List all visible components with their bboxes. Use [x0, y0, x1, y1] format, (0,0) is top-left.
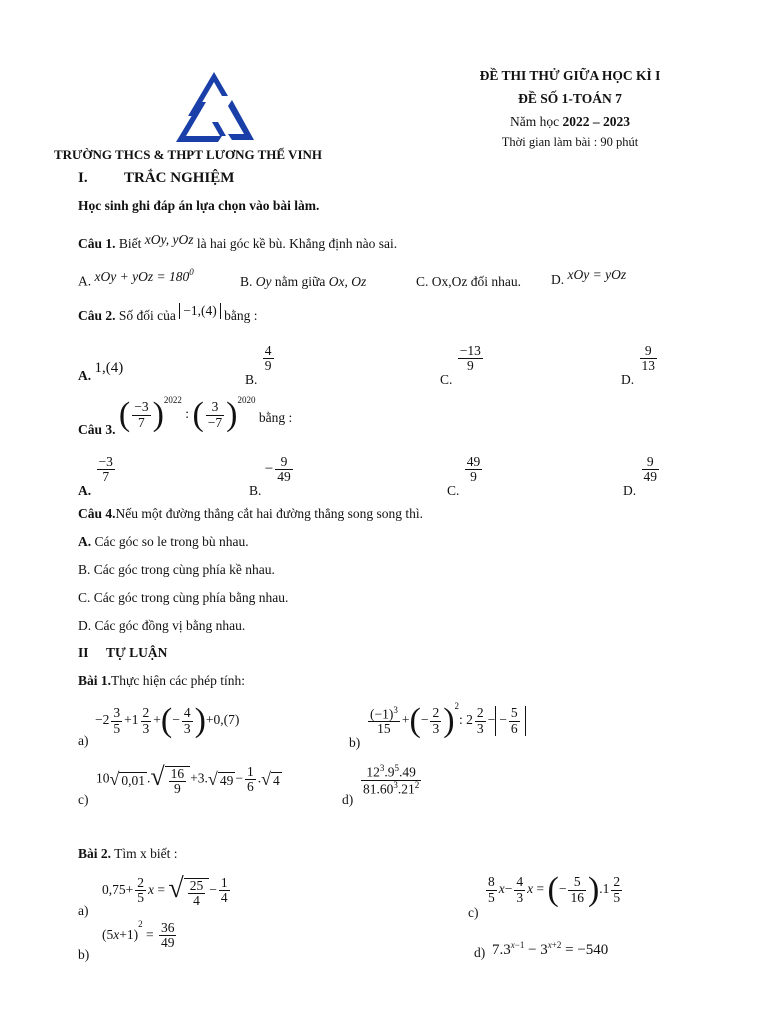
- q1-prefix: Biết: [118, 236, 142, 251]
- q3-suffix: bằng :: [258, 410, 293, 426]
- q3-f2-num: 3: [206, 400, 224, 415]
- q2-c-den: 9: [466, 358, 474, 374]
- q3-op: :: [185, 406, 190, 422]
- q3-b-den: 49: [277, 469, 291, 485]
- q4-a-text: Các góc so le trong bù nhau.: [94, 534, 249, 549]
- q4-text: Nếu một đường thẳng cắt hai đường thẳng song song thì.: [115, 506, 424, 521]
- q3-exp2: 2020: [237, 394, 256, 405]
- bai2-a-expr: 0,75+ $\frac{2}{5}$ x = √ $\frac{25}{4}$ − $\frac{1}{4}$: [102, 873, 228, 909]
- bai2-c-expr: $\frac{8}{5}$ x− $\frac{4}{3}$ x = (− $\frac{5}{16}$ ).1 $\frac{2}{5}$: [488, 871, 621, 908]
- q4-label: Câu 4.: [78, 506, 116, 521]
- q1-angles: xOy, yOz: [144, 232, 194, 247]
- bai2-d-label: d): [474, 945, 486, 960]
- school-year-value: 2022 – 2023: [562, 114, 630, 129]
- q3-c-label: C.: [447, 482, 460, 498]
- part2-title: TỰ LUẬN: [106, 645, 168, 660]
- bai2-b-expr: $(5x+1)^2$ = $\frac{36}{49}$: [102, 919, 175, 951]
- q2-c-label: C.: [440, 371, 453, 387]
- bai2-c-label: c): [468, 905, 479, 920]
- q3-b-label: B.: [249, 482, 262, 498]
- q3-c-num: 49: [466, 454, 481, 469]
- q1-a-label: A.: [78, 273, 92, 289]
- q2-b-num: 4: [264, 343, 272, 358]
- q1-option-d: [551, 267, 627, 288]
- q2-option-b: [245, 343, 276, 387]
- q3-f2-den: −7: [207, 414, 223, 430]
- bai1-b-label: b): [349, 735, 361, 750]
- part1-number: I.: [78, 170, 88, 186]
- question-3: Câu 3. ( $\frac{-3}{7}$ )$^{2022}$ : ( $\frac{3}{-7}$ )$^{2020}$ bằng :: [78, 394, 293, 438]
- q3-b-num: 9: [275, 455, 293, 470]
- q3-b-sign: −: [264, 460, 274, 477]
- q2-b-den: 9: [264, 358, 272, 374]
- bai2-label: Bài 2.: [78, 846, 112, 861]
- q2-a-value: 1,(4): [94, 360, 124, 376]
- bai-2: [78, 846, 178, 862]
- bai2-text: Tìm x biết :: [114, 846, 178, 861]
- q1-b-label: B.: [240, 274, 253, 289]
- exam-number: ĐỀ SỐ 1-TOÁN 7: [518, 91, 622, 106]
- bai2-a-label: a): [78, 903, 89, 918]
- bai2-b-label: b): [78, 947, 90, 962]
- q1-d-label: D.: [551, 272, 565, 287]
- q2-option-d: [621, 343, 659, 387]
- q2-suffix: bằng :: [224, 308, 258, 323]
- q3-d-label: D.: [623, 482, 637, 498]
- q3-a-label: A.: [78, 482, 92, 498]
- q4-option-d: D. Các góc đồng vị bằng nhau.: [78, 618, 246, 633]
- question-4: [78, 506, 423, 522]
- q1-d-math: xOy = yOz: [567, 267, 627, 282]
- school-logo-icon: [172, 70, 256, 146]
- q1-a-degree: 0: [189, 267, 194, 277]
- q2-prefix: Số đối của: [118, 308, 176, 323]
- q1-option-c: [416, 274, 521, 290]
- part1-title: TRẮC NGHIỆM: [124, 170, 235, 186]
- question-2: [78, 302, 258, 325]
- bai1-a-expr: −2 $\frac{3}{5}$ +1 $\frac{2}{3}$ +(− $\frac{4}{3}$ )+0,(7): [95, 702, 240, 739]
- school-name: TRƯỜNG THCS & THPT LƯƠNG THẾ VINH: [54, 147, 322, 162]
- q2-c-num: −13: [459, 343, 481, 358]
- q3-d-den: 49: [643, 469, 657, 485]
- q4-option-c: C. Các góc trong cùng phía bằng nhau.: [78, 590, 289, 605]
- q2-d-den: 13: [641, 358, 655, 374]
- q3-option-d: [623, 454, 661, 498]
- q1-b-var: Oy: [255, 274, 272, 289]
- bai1-text: Thực hiện các phép tính:: [111, 673, 246, 688]
- q3-option-a: [78, 454, 117, 498]
- q3-f1-num: −3: [134, 399, 149, 415]
- q3-f1-den: 7: [138, 414, 145, 430]
- question-1: [78, 232, 398, 252]
- q3-a-num: −3: [98, 454, 113, 469]
- q1-a-math: xOy + yOz = 180: [94, 268, 190, 284]
- q2-expr: −1,(4): [179, 303, 220, 319]
- part1-instruction: Học sinh ghi đáp án lựa chọn vào bài làm.: [78, 198, 320, 213]
- bai1-a-label: a): [78, 733, 89, 748]
- bai1-d-label: d): [342, 792, 354, 807]
- q1-option-a: [78, 267, 194, 290]
- q1-b-var2: Ox, Oz: [328, 274, 367, 289]
- q2-b-label: B.: [245, 371, 258, 387]
- q1-label: Câu 1.: [78, 236, 116, 251]
- q3-option-b: [249, 454, 295, 498]
- school-year: [460, 114, 680, 130]
- bai-1: [78, 673, 245, 689]
- q2-a-label: A.: [78, 368, 92, 383]
- bai1-d-expr: $\frac{12^3.9^5.49}{81.60^3.21^2}$: [363, 763, 420, 797]
- q2-option-c: [440, 343, 485, 387]
- q3-a-den: 7: [102, 469, 110, 485]
- bai1-label: Bài 1.: [78, 673, 112, 688]
- q1-c-text: Ox,Oz đối nhau.: [431, 274, 521, 289]
- q3-option-c: [447, 454, 484, 498]
- q1-suffix: là hai góc kề bù. Khẳng định nào sai.: [196, 236, 398, 251]
- q2-d-label: D.: [621, 371, 635, 387]
- q3-c-den: 9: [470, 469, 477, 485]
- bai2-d-expr: $7.3^{x-1} - 3^{x+2} = -540$: [492, 940, 609, 958]
- part2-number: II: [78, 645, 89, 660]
- exam-duration: Thời gian làm bài : 90 phút: [501, 135, 639, 149]
- q4-option-a: [78, 534, 249, 550]
- q2-label: Câu 2.: [78, 308, 116, 323]
- q2-d-num: 9: [640, 344, 658, 359]
- q1-b-text: nằm giữa: [274, 274, 326, 289]
- q4-option-b: B. Các góc trong cùng phía kề nhau.: [78, 562, 275, 577]
- q1-option-b: [240, 274, 366, 290]
- q3-d-num: 9: [642, 455, 660, 470]
- school-year-label: Năm học: [510, 114, 560, 129]
- q2-option-a: [78, 360, 124, 383]
- bai1-c-expr: 10√ 0,01 .√ $\frac{16}{9}$ +3.√ 49 − $\frac{1}{6}$ .√ 4: [96, 762, 280, 797]
- exam-title: ĐỀ THI THỬ GIỮA HỌC KÌ I: [479, 68, 661, 83]
- q3-label: Câu 3.: [78, 422, 116, 438]
- bai1-c-label: c): [78, 792, 89, 807]
- q4-a-label: A.: [78, 534, 92, 549]
- bai1-b-expr: $\frac{(-1)^3}{15}$ +(− $\frac{2}{3}$ )$^2$: 2 $\frac{2}{3}$ − − $\frac{5}{6}$: [366, 704, 526, 738]
- q1-c-label: C.: [416, 274, 429, 289]
- q3-exp1: 2022: [163, 394, 182, 405]
